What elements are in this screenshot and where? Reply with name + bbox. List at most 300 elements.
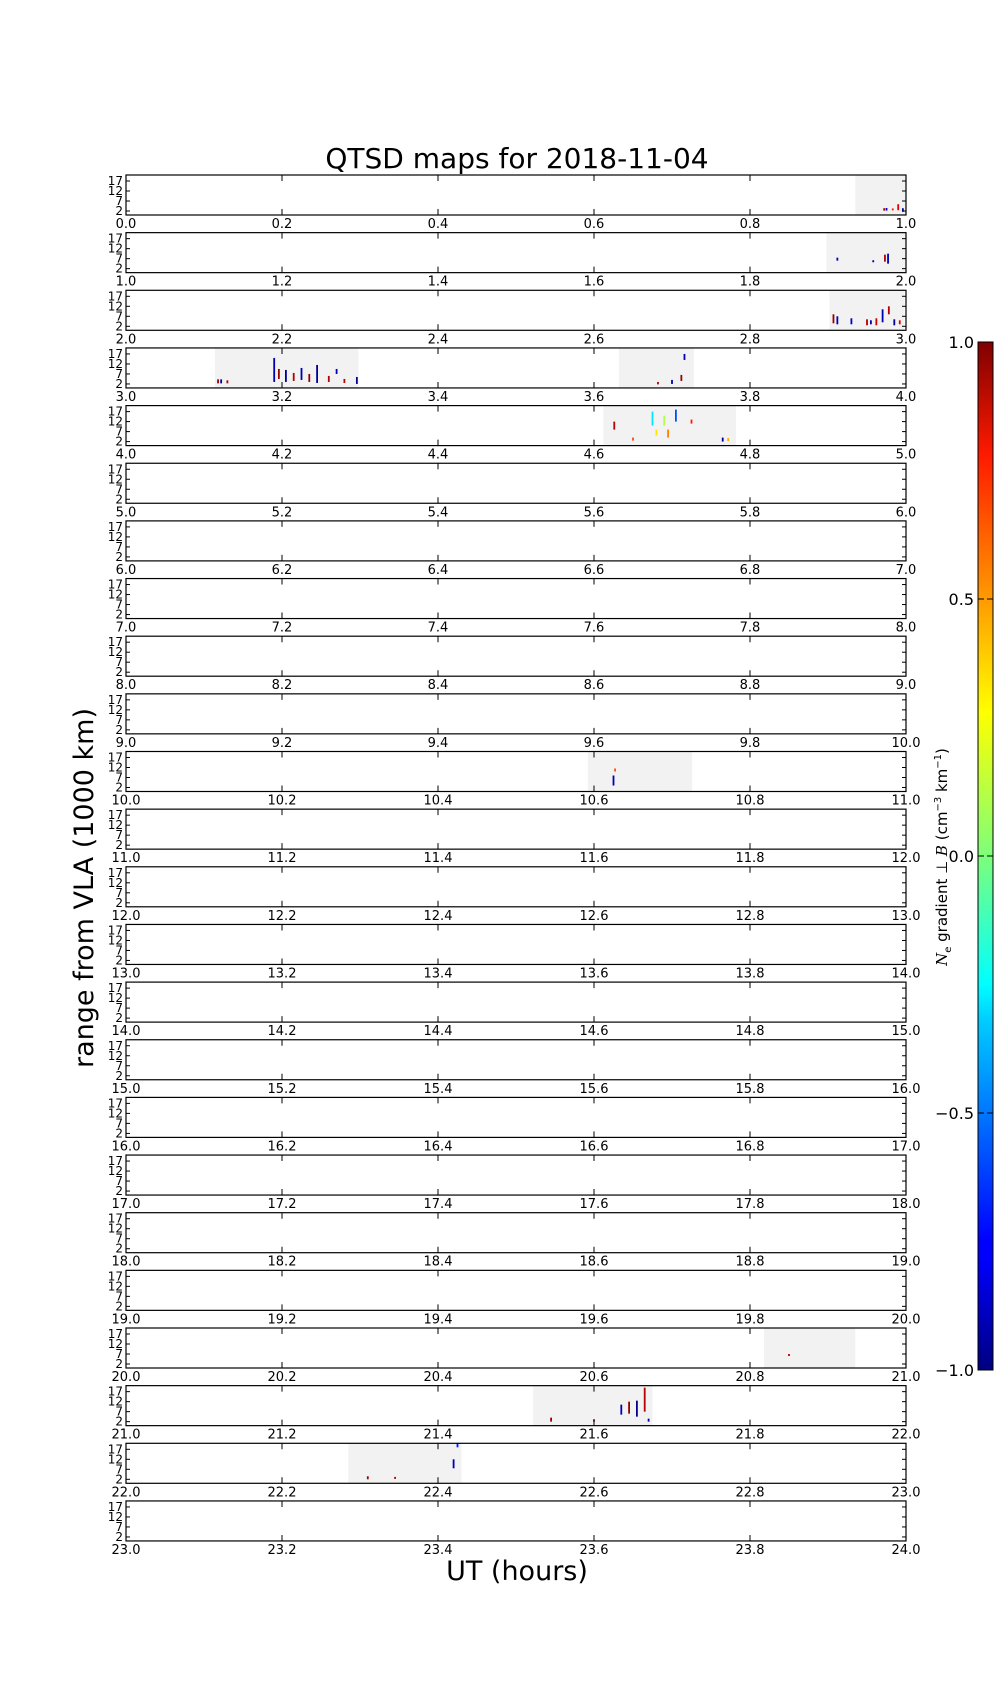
y-tick-label: 17	[107, 1384, 123, 1399]
data-mark	[675, 410, 677, 422]
data-mark	[872, 260, 874, 262]
y-tick-label: 2	[115, 1241, 123, 1256]
panel-frame	[126, 175, 906, 215]
x-tick-label: 9.0	[115, 735, 137, 751]
x-tick-label: 14.6	[579, 1024, 609, 1040]
data-mark	[453, 1459, 455, 1468]
x-tick-label: 9.0	[895, 678, 917, 694]
x-tick-label: 19.0	[891, 1254, 921, 1270]
y-tick-label: 12	[107, 818, 123, 833]
x-tick-label: 19.8	[735, 1312, 765, 1328]
panel-frame	[126, 752, 906, 792]
x-tick-label: 21.4	[423, 1427, 453, 1443]
panel-22	[108, 1442, 921, 1500]
panel-21	[108, 1385, 921, 1443]
y-tick-label: 7	[115, 539, 123, 554]
y-tick-label: 12	[107, 1221, 123, 1236]
coverage-block	[826, 233, 906, 273]
data-mark	[620, 1405, 622, 1415]
y-tick-label: 2	[115, 1299, 123, 1314]
data-mark	[656, 430, 658, 436]
y-tick-label: 2	[115, 1357, 123, 1371]
x-tick-label: 18.8	[735, 1254, 765, 1270]
y-tick-label: 12	[107, 587, 123, 602]
data-mark	[883, 208, 885, 210]
x-tick-label: 7.6	[583, 620, 605, 636]
panel-frame	[126, 1443, 906, 1483]
x-tick-label: 11.0	[891, 793, 921, 809]
x-tick-label: 18.2	[267, 1254, 297, 1270]
y-tick-label: 7	[115, 712, 123, 727]
y-tick-label: 17	[107, 1154, 123, 1169]
y-tick-label: 7	[115, 366, 123, 381]
panel-frame	[126, 1213, 906, 1253]
x-tick-label: 14.0	[891, 966, 921, 982]
data-mark	[870, 320, 872, 324]
x-tick-label: 21.6	[579, 1427, 609, 1443]
y-tick-label: 2	[115, 780, 123, 795]
y-tick-label: 12	[107, 184, 123, 198]
data-mark	[356, 377, 358, 384]
y-tick-label: 17	[107, 923, 123, 938]
panel-13	[108, 923, 921, 981]
x-tick-label: 13.6	[579, 966, 609, 982]
y-tick-label: 2	[115, 1414, 123, 1429]
panel-frame	[126, 809, 906, 849]
coverage-block	[348, 1443, 461, 1483]
panel-frame	[126, 1386, 906, 1426]
y-tick-label: 12	[107, 529, 123, 544]
x-tick-label: 15.6	[579, 1081, 609, 1097]
data-mark	[836, 258, 838, 261]
x-tick-label: 5.0	[895, 447, 917, 463]
x-tick-label: 1.8	[739, 274, 761, 290]
data-mark	[657, 382, 659, 384]
y-tick-label: 12	[107, 299, 123, 314]
x-tick-label: 23.0	[891, 1485, 921, 1501]
x-tick-label: 18.0	[111, 1254, 141, 1270]
panel-2	[108, 289, 917, 347]
panel-1	[108, 232, 917, 290]
y-tick-label: 7	[115, 309, 123, 324]
data-mark	[882, 309, 884, 322]
coverage-block	[588, 752, 693, 792]
panel-4	[108, 405, 917, 463]
x-tick-label: 4.6	[583, 447, 605, 463]
y-tick-label: 17	[107, 692, 123, 707]
x-tick-label: 19.0	[111, 1312, 141, 1328]
x-tick-label: 9.2	[271, 735, 293, 751]
y-tick-label: 17	[107, 404, 123, 419]
x-tick-label: 6.8	[739, 562, 761, 578]
x-tick-label: 22.0	[891, 1427, 921, 1443]
y-tick-label: 17	[107, 231, 123, 246]
data-mark	[217, 379, 219, 383]
panel-frame	[126, 579, 906, 619]
x-tick-label: 17.6	[579, 1197, 609, 1213]
x-tick-label: 8.8	[739, 678, 761, 694]
panel-23	[108, 1500, 921, 1558]
y-tick-label: 17	[107, 1211, 123, 1226]
x-tick-label: 16.4	[423, 1139, 453, 1155]
x-tick-label: 3.8	[739, 389, 761, 405]
y-tick-label: 2	[115, 895, 123, 910]
x-tick-label: 1.0	[895, 217, 917, 232]
x-tick-label: 4.0	[895, 389, 917, 405]
y-tick-label: 17	[107, 981, 123, 996]
x-tick-label: 15.2	[267, 1081, 297, 1097]
x-tick-label: 18.4	[423, 1254, 453, 1270]
x-tick-label: 10.6	[579, 793, 609, 809]
panel-6	[108, 520, 917, 578]
x-tick-label: 18.0	[891, 1197, 921, 1213]
y-tick-label: 2	[115, 665, 123, 680]
x-tick-label: 1.4	[427, 274, 449, 290]
data-mark	[328, 376, 330, 382]
x-tick-label: 8.2	[271, 678, 293, 694]
data-mark	[367, 1476, 369, 1479]
y-tick-label: 7	[115, 597, 123, 612]
x-tick-label: 22.0	[111, 1485, 141, 1501]
y-tick-label: 2	[115, 1472, 123, 1487]
data-mark	[680, 375, 682, 381]
colorbar-tick-label: 1.0	[948, 333, 974, 352]
colorbar-tick-label: −1.0	[935, 1361, 974, 1380]
x-tick-label: 10.2	[267, 793, 297, 809]
panel-frame	[126, 694, 906, 734]
coverage-block	[603, 406, 736, 446]
x-tick-label: 6.0	[115, 562, 137, 578]
x-tick-label: 2.0	[895, 274, 917, 290]
panel-7	[108, 578, 917, 636]
panel-15	[108, 1039, 921, 1097]
panel-frame	[126, 521, 906, 561]
x-tick-label: 19.6	[579, 1312, 609, 1328]
data-mark	[550, 1418, 552, 1422]
y-tick-label: 2	[115, 953, 123, 968]
x-tick-label: 8.4	[427, 678, 449, 694]
x-tick-label: 5.8	[739, 505, 761, 521]
x-tick-label: 7.4	[427, 620, 449, 636]
data-mark	[663, 416, 665, 426]
panel-9	[108, 693, 921, 751]
x-tick-label: 5.6	[583, 505, 605, 521]
x-tick-label: 23.0	[111, 1542, 141, 1558]
data-mark	[888, 306, 890, 314]
x-tick-label: 2.4	[427, 332, 449, 348]
x-tick-label: 19.4	[423, 1312, 453, 1328]
y-tick-label: 2	[115, 434, 123, 449]
x-tick-label: 0.8	[739, 217, 761, 232]
x-tick-label: 7.8	[739, 620, 761, 636]
y-tick-label: 7	[115, 885, 123, 900]
data-mark	[636, 1401, 638, 1417]
x-tick-label: 21.0	[891, 1370, 921, 1385]
data-mark	[344, 379, 346, 383]
x-tick-label: 3.0	[115, 389, 137, 405]
x-tick-label: 16.0	[891, 1081, 921, 1097]
data-mark	[892, 208, 894, 210]
data-mark	[301, 368, 303, 380]
y-tick-label: 7	[115, 194, 123, 208]
x-tick-label: 3.4	[427, 389, 449, 405]
x-tick-label: 15.8	[735, 1081, 765, 1097]
y-tick-label: 12	[107, 645, 123, 660]
data-mark	[899, 320, 901, 324]
y-tick-label: 17	[107, 1499, 123, 1514]
x-tick-label: 2.8	[739, 332, 761, 348]
x-tick-label: 0.2	[271, 217, 293, 232]
x-tick-label: 1.2	[271, 274, 293, 290]
y-axis-label: range from VLA (1000 km)	[69, 708, 100, 1068]
panels	[108, 174, 921, 1558]
x-tick-label: 1.6	[583, 274, 605, 290]
y-tick-label: 7	[115, 1001, 123, 1016]
panel-frame	[126, 636, 906, 676]
data-mark	[722, 438, 724, 442]
data-mark	[836, 316, 838, 324]
x-tick-label: 5.4	[427, 505, 449, 521]
x-tick-label: 22.8	[735, 1485, 765, 1501]
panel-frame	[126, 1501, 906, 1541]
x-tick-label: 1.0	[115, 274, 137, 290]
data-mark	[652, 412, 654, 426]
x-tick-label: 8.0	[895, 620, 917, 636]
x-tick-label: 9.8	[739, 735, 761, 751]
x-tick-label: 10.0	[891, 735, 921, 751]
y-tick-label: 2	[115, 261, 123, 276]
y-tick-label: 7	[115, 770, 123, 785]
x-tick-label: 16.2	[267, 1139, 297, 1155]
panel-0	[108, 174, 917, 232]
panel-18	[108, 1212, 921, 1270]
panel-12	[108, 866, 921, 924]
y-tick-label: 12	[107, 875, 123, 890]
data-mark	[308, 374, 310, 382]
y-tick-label: 12	[107, 1048, 123, 1063]
data-mark	[614, 769, 616, 772]
y-tick-label: 12	[107, 760, 123, 775]
data-mark	[893, 319, 895, 325]
x-tick-label: 21.0	[111, 1427, 141, 1443]
x-tick-label: 22.4	[423, 1485, 453, 1501]
y-tick-label: 17	[107, 174, 123, 188]
y-tick-label: 17	[107, 1442, 123, 1457]
x-tick-label: 16.0	[111, 1139, 141, 1155]
y-tick-label: 12	[107, 702, 123, 717]
panel-16	[108, 1096, 921, 1154]
x-tick-label: 12.2	[267, 908, 297, 924]
y-tick-label: 7	[115, 1347, 123, 1361]
y-tick-label: 12	[107, 1452, 123, 1467]
x-tick-label: 7.0	[115, 620, 137, 636]
x-tick-label: 21.2	[267, 1427, 297, 1443]
x-tick-label: 11.0	[111, 851, 141, 867]
y-tick-label: 17	[107, 1096, 123, 1111]
x-tick-label: 17.0	[111, 1197, 141, 1213]
panel-8	[108, 635, 917, 693]
x-tick-label: 22.6	[579, 1485, 609, 1501]
x-tick-label: 20.0	[111, 1370, 141, 1385]
x-tick-label: 3.6	[583, 389, 605, 405]
panel-frame	[126, 1040, 906, 1080]
y-tick-label: 17	[107, 1269, 123, 1284]
data-mark	[316, 365, 318, 383]
x-tick-label: 10.0	[111, 793, 141, 809]
data-mark	[887, 254, 889, 264]
x-tick-label: 12.4	[423, 908, 453, 924]
y-tick-label: 7	[115, 655, 123, 670]
x-tick-label: 13.0	[891, 908, 921, 924]
panel-frame	[126, 1097, 906, 1137]
panel-frame	[126, 406, 906, 446]
x-tick-label: 20.6	[579, 1370, 609, 1385]
y-tick-label: 7	[115, 1116, 123, 1131]
x-tick-label: 20.2	[267, 1370, 297, 1385]
x-tick-label: 2.0	[115, 332, 137, 348]
x-tick-label: 0.0	[115, 217, 137, 232]
x-tick-label: 4.0	[115, 447, 137, 463]
x-tick-label: 3.2	[271, 389, 293, 405]
y-tick-label: 2	[115, 204, 123, 218]
data-mark	[336, 369, 338, 374]
y-tick-label: 17	[107, 1038, 123, 1053]
y-tick-label: 12	[107, 933, 123, 948]
y-tick-label: 2	[115, 492, 123, 507]
y-tick-label: 17	[107, 346, 123, 361]
x-tick-label: 10.4	[423, 793, 453, 809]
x-tick-label: 22.2	[267, 1485, 297, 1501]
x-tick-label: 17.4	[423, 1197, 453, 1213]
y-tick-label: 2	[115, 838, 123, 853]
y-tick-label: 17	[107, 1327, 123, 1341]
colorbar-label: $N_e$ gradient ⊥ B ($cm^{-3}$ $km^{-1}$)	[933, 748, 954, 966]
y-tick-label: 2	[115, 722, 123, 737]
x-tick-label: 15.0	[111, 1081, 141, 1097]
y-tick-label: 7	[115, 1404, 123, 1419]
x-tick-label: 20.0	[891, 1312, 921, 1328]
data-mark	[285, 370, 287, 382]
y-tick-label: 12	[107, 991, 123, 1006]
x-tick-label: 23.4	[423, 1542, 453, 1558]
x-tick-label: 16.8	[735, 1139, 765, 1155]
chart-title: QTSD maps for 2018-11-04	[325, 142, 709, 175]
x-tick-label: 18.6	[579, 1254, 609, 1270]
x-tick-label: 15.0	[891, 1024, 921, 1040]
x-tick-label: 17.2	[267, 1197, 297, 1213]
x-tick-label: 23.2	[267, 1542, 297, 1558]
panel-19	[108, 1269, 921, 1327]
panel-frame	[126, 982, 906, 1022]
x-tick-label: 11.4	[423, 851, 453, 867]
y-tick-label: 12	[107, 356, 123, 371]
y-tick-label: 17	[107, 808, 123, 823]
y-tick-label: 2	[115, 549, 123, 564]
y-tick-label: 2	[115, 376, 123, 391]
panel-frame	[126, 867, 906, 907]
data-mark	[833, 314, 835, 323]
panel-17	[108, 1154, 921, 1212]
data-mark	[671, 380, 673, 384]
data-mark	[644, 1388, 646, 1412]
data-mark	[788, 1354, 790, 1356]
x-tick-label: 13.8	[735, 966, 765, 982]
panel-frame	[126, 233, 906, 273]
y-tick-label: 2	[115, 1126, 123, 1141]
data-mark	[220, 379, 222, 383]
x-tick-label: 23.6	[579, 1542, 609, 1558]
data-mark	[851, 318, 853, 324]
data-mark	[667, 430, 669, 438]
data-mark	[866, 319, 868, 325]
y-tick-label: 17	[107, 750, 123, 765]
y-tick-label: 17	[107, 635, 123, 650]
x-tick-label: 24.0	[891, 1542, 921, 1558]
y-tick-label: 7	[115, 1462, 123, 1477]
panel-11	[108, 808, 921, 866]
x-tick-label: 14.4	[423, 1024, 453, 1040]
x-tick-label: 5.0	[115, 505, 137, 521]
x-tick-label: 23.8	[735, 1542, 765, 1558]
panel-frame	[126, 1270, 906, 1310]
panel-frame	[126, 290, 906, 330]
x-tick-label: 17.8	[735, 1197, 765, 1213]
x-tick-label: 6.0	[895, 505, 917, 521]
y-tick-label: 2	[115, 607, 123, 622]
y-tick-label: 7	[115, 482, 123, 497]
y-tick-label: 7	[115, 943, 123, 958]
x-tick-label: 13.4	[423, 966, 453, 982]
x-tick-label: 16.6	[579, 1139, 609, 1155]
y-tick-label: 2	[115, 1529, 123, 1544]
x-tick-label: 12.8	[735, 908, 765, 924]
x-tick-label: 11.6	[579, 851, 609, 867]
y-tick-label: 12	[107, 1106, 123, 1121]
data-mark	[875, 318, 877, 325]
y-tick-label: 12	[107, 241, 123, 256]
y-tick-label: 7	[115, 1174, 123, 1189]
y-tick-label: 7	[115, 1058, 123, 1073]
y-tick-label: 7	[115, 424, 123, 439]
colorbar	[933, 333, 993, 1380]
coverage-block	[764, 1328, 855, 1368]
x-tick-label: 8.6	[583, 678, 605, 694]
x-tick-label: 13.0	[111, 966, 141, 982]
y-tick-label: 17	[107, 577, 123, 592]
x-tick-label: 6.2	[271, 562, 293, 578]
panel-5	[108, 462, 917, 520]
data-mark	[394, 1477, 396, 1479]
data-mark	[278, 369, 280, 379]
data-mark	[897, 204, 899, 210]
x-tick-label: 6.6	[583, 562, 605, 578]
y-tick-label: 12	[107, 1337, 123, 1351]
panel-frame	[126, 1155, 906, 1195]
y-tick-label: 7	[115, 1289, 123, 1304]
x-tick-label: 21.8	[735, 1427, 765, 1443]
x-tick-label: 15.4	[423, 1081, 453, 1097]
data-mark	[648, 1419, 650, 1422]
y-tick-label: 12	[107, 472, 123, 487]
x-tick-label: 20.8	[735, 1370, 765, 1385]
data-mark	[691, 420, 693, 424]
y-tick-label: 7	[115, 1231, 123, 1246]
x-tick-label: 9.6	[583, 735, 605, 751]
x-tick-label: 0.4	[427, 217, 449, 232]
y-tick-label: 2	[115, 1011, 123, 1026]
data-mark	[727, 438, 729, 441]
y-tick-label: 7	[115, 1519, 123, 1534]
